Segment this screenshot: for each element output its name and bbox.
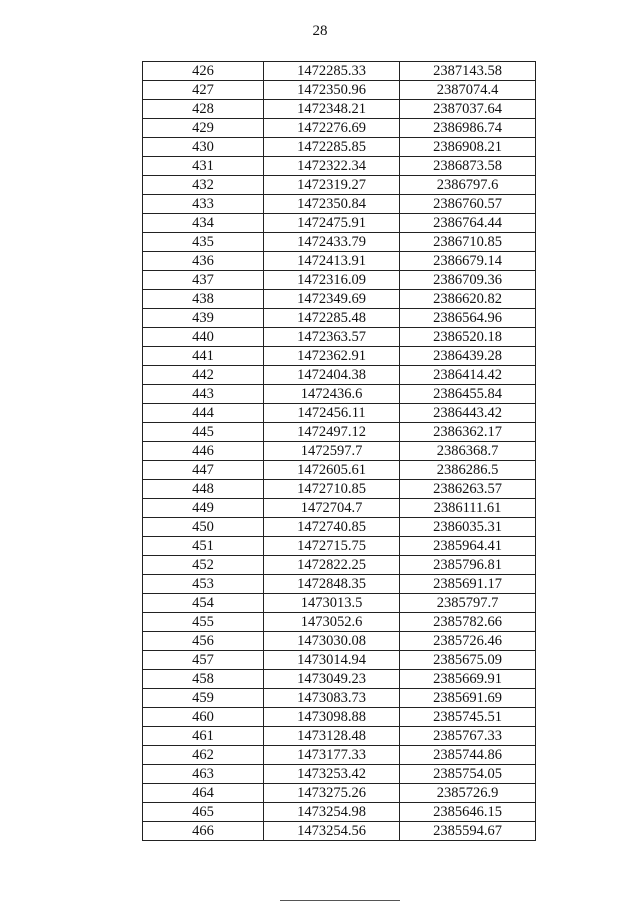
x-coordinate-cell: 1473030.08 [264, 632, 400, 651]
x-coordinate-cell: 1472348.21 [264, 100, 400, 119]
x-coordinate-cell: 1472605.61 [264, 461, 400, 480]
table-row [143, 404, 536, 423]
table-row [143, 765, 536, 784]
y-coordinate-cell: 2386111.61 [400, 499, 536, 518]
table-row [143, 290, 536, 309]
table-row [143, 803, 536, 822]
table-row [143, 347, 536, 366]
x-coordinate-cell: 1472285.33 [264, 62, 400, 81]
table-row [143, 537, 536, 556]
point-number-cell: 455 [143, 613, 264, 632]
point-number-cell: 463 [143, 765, 264, 784]
point-number-cell: 430 [143, 138, 264, 157]
point-number-cell: 450 [143, 518, 264, 537]
x-coordinate-cell: 1472350.84 [264, 195, 400, 214]
point-number-cell: 426 [143, 62, 264, 81]
table-row [143, 366, 536, 385]
table-row [143, 784, 536, 803]
point-number-cell: 465 [143, 803, 264, 822]
x-coordinate-cell: 1473014.94 [264, 651, 400, 670]
x-coordinate-cell: 1472597.7 [264, 442, 400, 461]
y-coordinate-cell: 2385767.33 [400, 727, 536, 746]
x-coordinate-cell: 1472710.85 [264, 480, 400, 499]
y-coordinate-cell: 2385726.46 [400, 632, 536, 651]
table-row [143, 480, 536, 499]
point-number-cell: 452 [143, 556, 264, 575]
table-row [143, 746, 536, 765]
point-number-cell: 433 [143, 195, 264, 214]
y-coordinate-cell: 2387143.58 [400, 62, 536, 81]
table-row [143, 62, 536, 81]
point-number-cell: 466 [143, 822, 264, 841]
table-row [143, 822, 536, 841]
point-number-cell: 432 [143, 176, 264, 195]
table-row [143, 461, 536, 480]
point-number-cell: 456 [143, 632, 264, 651]
y-coordinate-cell: 2386709.36 [400, 271, 536, 290]
x-coordinate-cell: 1473254.98 [264, 803, 400, 822]
table-row [143, 594, 536, 613]
x-coordinate-cell: 1473098.88 [264, 708, 400, 727]
point-number-cell: 451 [143, 537, 264, 556]
y-coordinate-cell: 2385754.05 [400, 765, 536, 784]
x-coordinate-cell: 1473083.73 [264, 689, 400, 708]
x-coordinate-cell: 1472715.75 [264, 537, 400, 556]
table-row [143, 708, 536, 727]
y-coordinate-cell: 2386797.6 [400, 176, 536, 195]
x-coordinate-cell: 1472413.91 [264, 252, 400, 271]
point-number-cell: 435 [143, 233, 264, 252]
point-number-cell: 446 [143, 442, 264, 461]
x-coordinate-cell: 1472822.25 [264, 556, 400, 575]
x-coordinate-cell: 1472404.38 [264, 366, 400, 385]
table-row [143, 119, 536, 138]
point-number-cell: 439 [143, 309, 264, 328]
y-coordinate-cell: 2386679.14 [400, 252, 536, 271]
x-coordinate-cell: 1472362.91 [264, 347, 400, 366]
table-row [143, 727, 536, 746]
x-coordinate-cell: 1473177.33 [264, 746, 400, 765]
x-coordinate-cell: 1472433.79 [264, 233, 400, 252]
point-number-cell: 442 [143, 366, 264, 385]
y-coordinate-cell: 2386760.57 [400, 195, 536, 214]
table-row [143, 689, 536, 708]
y-coordinate-cell: 2385782.66 [400, 613, 536, 632]
point-number-cell: 436 [143, 252, 264, 271]
x-coordinate-cell: 1473253.42 [264, 765, 400, 784]
y-coordinate-cell: 2385691.69 [400, 689, 536, 708]
table-row [143, 328, 536, 347]
x-coordinate-cell: 1472349.69 [264, 290, 400, 309]
table-row [143, 81, 536, 100]
table-row [143, 556, 536, 575]
bottom-rule [280, 900, 400, 901]
table-row [143, 176, 536, 195]
y-coordinate-cell: 2386443.42 [400, 404, 536, 423]
point-number-cell: 449 [143, 499, 264, 518]
y-coordinate-cell: 2385797.7 [400, 594, 536, 613]
table-row [143, 138, 536, 157]
y-coordinate-cell: 2386455.84 [400, 385, 536, 404]
x-coordinate-cell: 1473275.26 [264, 784, 400, 803]
x-coordinate-cell: 1472322.34 [264, 157, 400, 176]
y-coordinate-cell: 2385744.86 [400, 746, 536, 765]
x-coordinate-cell: 1472704.7 [264, 499, 400, 518]
x-coordinate-cell: 1473052.6 [264, 613, 400, 632]
table-row [143, 613, 536, 632]
y-coordinate-cell: 2385745.51 [400, 708, 536, 727]
y-coordinate-cell: 2386362.17 [400, 423, 536, 442]
table-row [143, 309, 536, 328]
table-row [143, 518, 536, 537]
y-coordinate-cell: 2385691.17 [400, 575, 536, 594]
table-row [143, 233, 536, 252]
x-coordinate-cell: 1472350.96 [264, 81, 400, 100]
y-coordinate-cell: 2386764.44 [400, 214, 536, 233]
table-row [143, 651, 536, 670]
y-coordinate-cell: 2386263.57 [400, 480, 536, 499]
y-coordinate-cell: 2386620.82 [400, 290, 536, 309]
y-coordinate-cell: 2385646.15 [400, 803, 536, 822]
y-coordinate-cell: 2386035.31 [400, 518, 536, 537]
point-number-cell: 445 [143, 423, 264, 442]
y-coordinate-cell: 2385669.91 [400, 670, 536, 689]
point-number-cell: 457 [143, 651, 264, 670]
table-row [143, 632, 536, 651]
x-coordinate-cell: 1472285.48 [264, 309, 400, 328]
point-number-cell: 460 [143, 708, 264, 727]
table-row [143, 575, 536, 594]
x-coordinate-cell: 1473013.5 [264, 594, 400, 613]
point-number-cell: 464 [143, 784, 264, 803]
y-coordinate-cell: 2386710.85 [400, 233, 536, 252]
point-number-cell: 434 [143, 214, 264, 233]
y-coordinate-cell: 2386286.5 [400, 461, 536, 480]
table-row [143, 385, 536, 404]
x-coordinate-cell: 1473128.48 [264, 727, 400, 746]
table-row [143, 271, 536, 290]
x-coordinate-cell: 1472475.91 [264, 214, 400, 233]
point-number-cell: 447 [143, 461, 264, 480]
x-coordinate-cell: 1472456.11 [264, 404, 400, 423]
x-coordinate-cell: 1473254.56 [264, 822, 400, 841]
x-coordinate-cell: 1472497.12 [264, 423, 400, 442]
point-number-cell: 458 [143, 670, 264, 689]
point-number-cell: 440 [143, 328, 264, 347]
x-coordinate-cell: 1472436.6 [264, 385, 400, 404]
point-number-cell: 444 [143, 404, 264, 423]
page-number: 28 [312, 23, 328, 39]
table-row [143, 195, 536, 214]
y-coordinate-cell: 2386439.28 [400, 347, 536, 366]
x-coordinate-cell: 1473049.23 [264, 670, 400, 689]
y-coordinate-cell: 2385594.67 [400, 822, 536, 841]
y-coordinate-cell: 2387037.64 [400, 100, 536, 119]
point-number-cell: 431 [143, 157, 264, 176]
point-number-cell: 453 [143, 575, 264, 594]
y-coordinate-cell: 2386368.7 [400, 442, 536, 461]
y-coordinate-cell: 2385675.09 [400, 651, 536, 670]
x-coordinate-cell: 1472363.57 [264, 328, 400, 347]
point-number-cell: 448 [143, 480, 264, 499]
point-number-cell: 443 [143, 385, 264, 404]
point-number-cell: 461 [143, 727, 264, 746]
point-number-cell: 459 [143, 689, 264, 708]
y-coordinate-cell: 2385964.41 [400, 537, 536, 556]
y-coordinate-cell: 2386873.58 [400, 157, 536, 176]
coordinates-table [142, 61, 536, 841]
y-coordinate-cell: 2386908.21 [400, 138, 536, 157]
coordinates-table-body [143, 62, 536, 841]
y-coordinate-cell: 2385726.9 [400, 784, 536, 803]
table-row [143, 214, 536, 233]
y-coordinate-cell: 2387074.4 [400, 81, 536, 100]
y-coordinate-cell: 2386564.96 [400, 309, 536, 328]
point-number-cell: 427 [143, 81, 264, 100]
x-coordinate-cell: 1472848.35 [264, 575, 400, 594]
table-row [143, 442, 536, 461]
x-coordinate-cell: 1472285.85 [264, 138, 400, 157]
table-row [143, 100, 536, 119]
x-coordinate-cell: 1472319.27 [264, 176, 400, 195]
point-number-cell: 437 [143, 271, 264, 290]
y-coordinate-cell: 2386986.74 [400, 119, 536, 138]
point-number-cell: 428 [143, 100, 264, 119]
x-coordinate-cell: 1472740.85 [264, 518, 400, 537]
y-coordinate-cell: 2385796.81 [400, 556, 536, 575]
table-row [143, 499, 536, 518]
x-coordinate-cell: 1472316.09 [264, 271, 400, 290]
table-row [143, 157, 536, 176]
table-row [143, 670, 536, 689]
point-number-cell: 429 [143, 119, 264, 138]
point-number-cell: 438 [143, 290, 264, 309]
table-row [143, 252, 536, 271]
point-number-cell: 454 [143, 594, 264, 613]
point-number-cell: 441 [143, 347, 264, 366]
y-coordinate-cell: 2386414.42 [400, 366, 536, 385]
y-coordinate-cell: 2386520.18 [400, 328, 536, 347]
point-number-cell: 462 [143, 746, 264, 765]
table-row [143, 423, 536, 442]
x-coordinate-cell: 1472276.69 [264, 119, 400, 138]
